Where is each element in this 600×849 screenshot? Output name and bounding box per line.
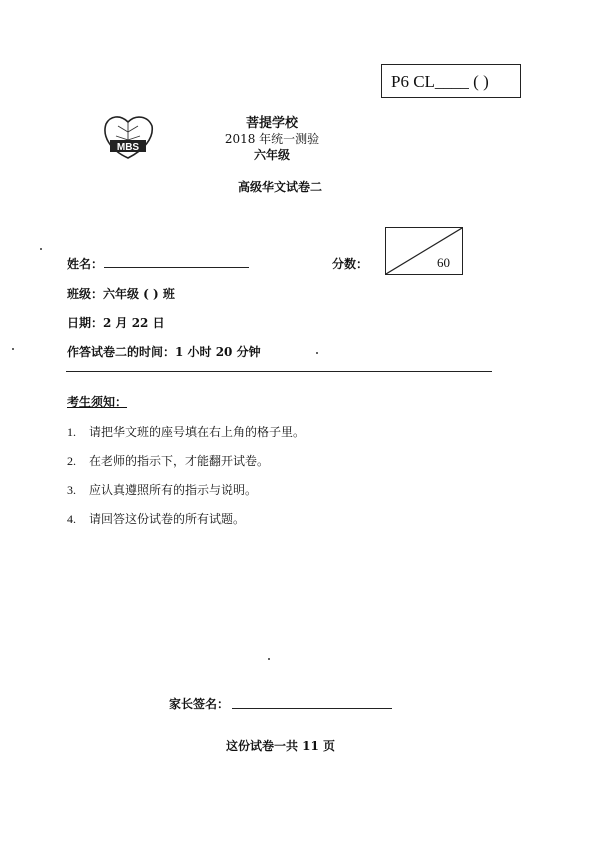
scan-speck [40, 248, 42, 250]
notice-item [67, 423, 305, 440]
scan-speck [12, 348, 14, 350]
page-count: 这份试卷一共 11 页 [226, 739, 336, 753]
name-label: 姓名： [67, 257, 104, 271]
date-label: 日期：2 月 22 日 [67, 316, 165, 330]
parent-signature-line[interactable] [232, 708, 392, 709]
notice-item-text: 在老师的指示下，才能翻开试卷。 [89, 454, 270, 468]
score-box [385, 227, 463, 275]
score-label: 分数： [332, 257, 369, 271]
notice-item [67, 452, 269, 469]
exam-name: 2018 年统一测验 [224, 132, 320, 146]
class-label: 班级：六年级 ( ) 班 [67, 287, 175, 301]
school-name: 菩提学校 [245, 116, 298, 131]
logo-text: MBS [116, 142, 140, 153]
notice-item-text: 应认真遵照所有的指示与说明。 [89, 483, 258, 497]
notice-item [67, 510, 245, 527]
scan-speck [268, 658, 270, 660]
notice-item [67, 481, 257, 498]
score-diagonal [386, 228, 462, 274]
divider [66, 371, 492, 372]
notice-item-text: 请把华文班的座号填在右上角的格子里。 [89, 425, 306, 439]
parent-signature-label: 家长签名： [169, 697, 230, 711]
notice-item-number: 2. [67, 454, 76, 468]
notice-item-number: 1. [67, 425, 76, 439]
class-number-box: P6 CL____ ( ) [381, 64, 521, 98]
paper-title: 高级华文试卷二 [237, 180, 322, 194]
school-logo [100, 112, 156, 160]
notice-title: 考生须知： [67, 395, 128, 409]
notice-item-number: 3. [67, 483, 76, 497]
notice-item-number: 4. [67, 512, 76, 526]
scan-speck [316, 352, 318, 354]
notice-item-text: 请回答这份试卷的所有试题。 [89, 512, 246, 526]
score-total: 60 [437, 255, 450, 270]
grade-level: 六年级 [253, 148, 290, 162]
name-line[interactable] [104, 267, 249, 268]
time-label: 作答试卷二的时间：1 小时 20 分钟 [67, 345, 261, 359]
